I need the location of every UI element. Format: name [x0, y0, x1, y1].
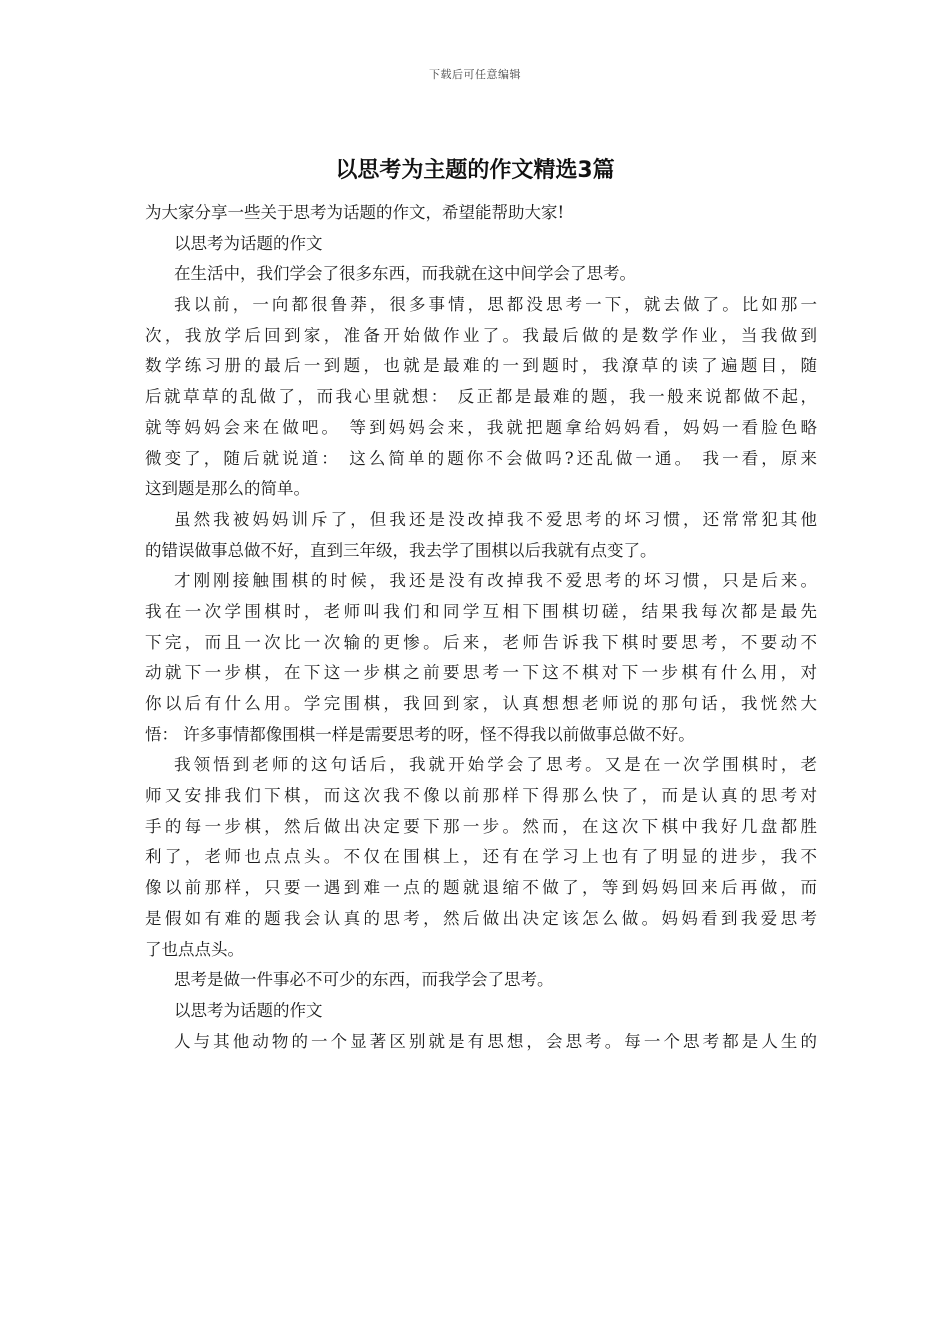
text-line: 我以前，一向都很鲁莽，很多事情，思都没思考一下，就去做了。比如那一: [174, 295, 817, 315]
text-line: 为大家分享一些关于思考为话题的作文，希望能帮助大家!: [145, 203, 565, 222]
text-line: 动就下一步棋，在下这一步棋之前要思考一下这不棋对下一步棋有什么用，对: [145, 663, 817, 683]
text-line: 悟： 许多事情都像围棋一样是需要思考的呀，怪不得我以前做事总做不好。: [145, 724, 695, 744]
text-line: 人与其他动物的一个显著区别就是有思想，会思考。每一个思考都是人生的: [174, 1031, 817, 1051]
text-line: 才刚刚接触围棋的时候，我还是没有改掉我不爱思考的坏习惯，只是后来。: [174, 571, 817, 591]
text-line: 了也点点头。: [145, 939, 244, 959]
text-line: 思考是做一件事必不可少的东西，而我学会了思考。: [174, 970, 554, 990]
text-line: 后就草草的乱做了，而我心里就想： 反正都是最难的题，我一般来说都做不起，: [145, 387, 817, 407]
text-line: 我领悟到老师的这句话后，我就开始学会了思考。又是在一次学围棋时，老: [174, 755, 817, 775]
text-line: 在生活中，我们学会了很多东西，而我就在这中间学会了思考。: [174, 264, 636, 284]
text-line: 像以前那样，只要一遇到难一点的题就退缩不做了，等到妈妈回来后再做，而: [145, 878, 817, 898]
text-line: 以思考为话题的作文: [174, 1000, 323, 1020]
document-title: 以思考为主题的作文精选3篇: [335, 158, 615, 183]
text-line: 这到题是那么的简单。: [145, 479, 310, 499]
text-line: 手的每一步棋，然后做出决定要下那一步。然而，在这次下棋中我好几盘都胜: [145, 816, 817, 836]
text-line: 数学练习册的最后一到题，也就是最难的一到题时，我潦草的读了遍题目，随: [145, 356, 817, 376]
text-line: 虽然我被妈妈训斥了，但我还是没改掉我不爱思考的坏习惯，还常常犯其他: [174, 509, 817, 529]
text-line: 你以后有什么用。学完围棋，我回到家，认真想想老师说的那句话，我恍然大: [145, 694, 817, 713]
text-line: 就等妈妈会来在做吧。 等到妈妈会来，我就把题拿给妈妈看，妈妈一看脸色略: [145, 417, 817, 437]
text-line: 次，我放学后回到家，准备开始做作业了。我最后做的是数学作业，当我做到: [145, 325, 817, 345]
text-line: 利了，老师也点点头。不仅在围棋上，还有在学习上也有了明显的进步，我不: [145, 847, 817, 867]
document-body: [145, 198, 817, 1057]
page-header-note: 下载后可任意编辑: [429, 68, 521, 81]
text-line: 是假如有难的题我会认真的思考，然后做出决定该怎么做。妈妈看到我爱思考: [145, 908, 817, 928]
text-line: 我在一次学围棋时，老师叫我们和同学互相下围棋切磋，结果我每次都是最先: [145, 601, 817, 621]
text-line: 下完，而且一次比一次输的更惨。后来，老师告诉我下棋时要思考，不要动不: [145, 632, 817, 652]
text-line: 的错误做事总做不好，直到三年级，我去学了围棋以后我就有点变了。: [145, 540, 657, 560]
text-line: 以思考为话题的作文: [174, 233, 323, 253]
text-line: 微变了，随后就说道： 这么简单的题你不会做吗?还乱做一通。 我一看，原来: [145, 448, 817, 468]
text-line: 师又安排我们下棋，而这次我不像以前那样下得那么快了，而是认真的思考对: [145, 786, 817, 806]
